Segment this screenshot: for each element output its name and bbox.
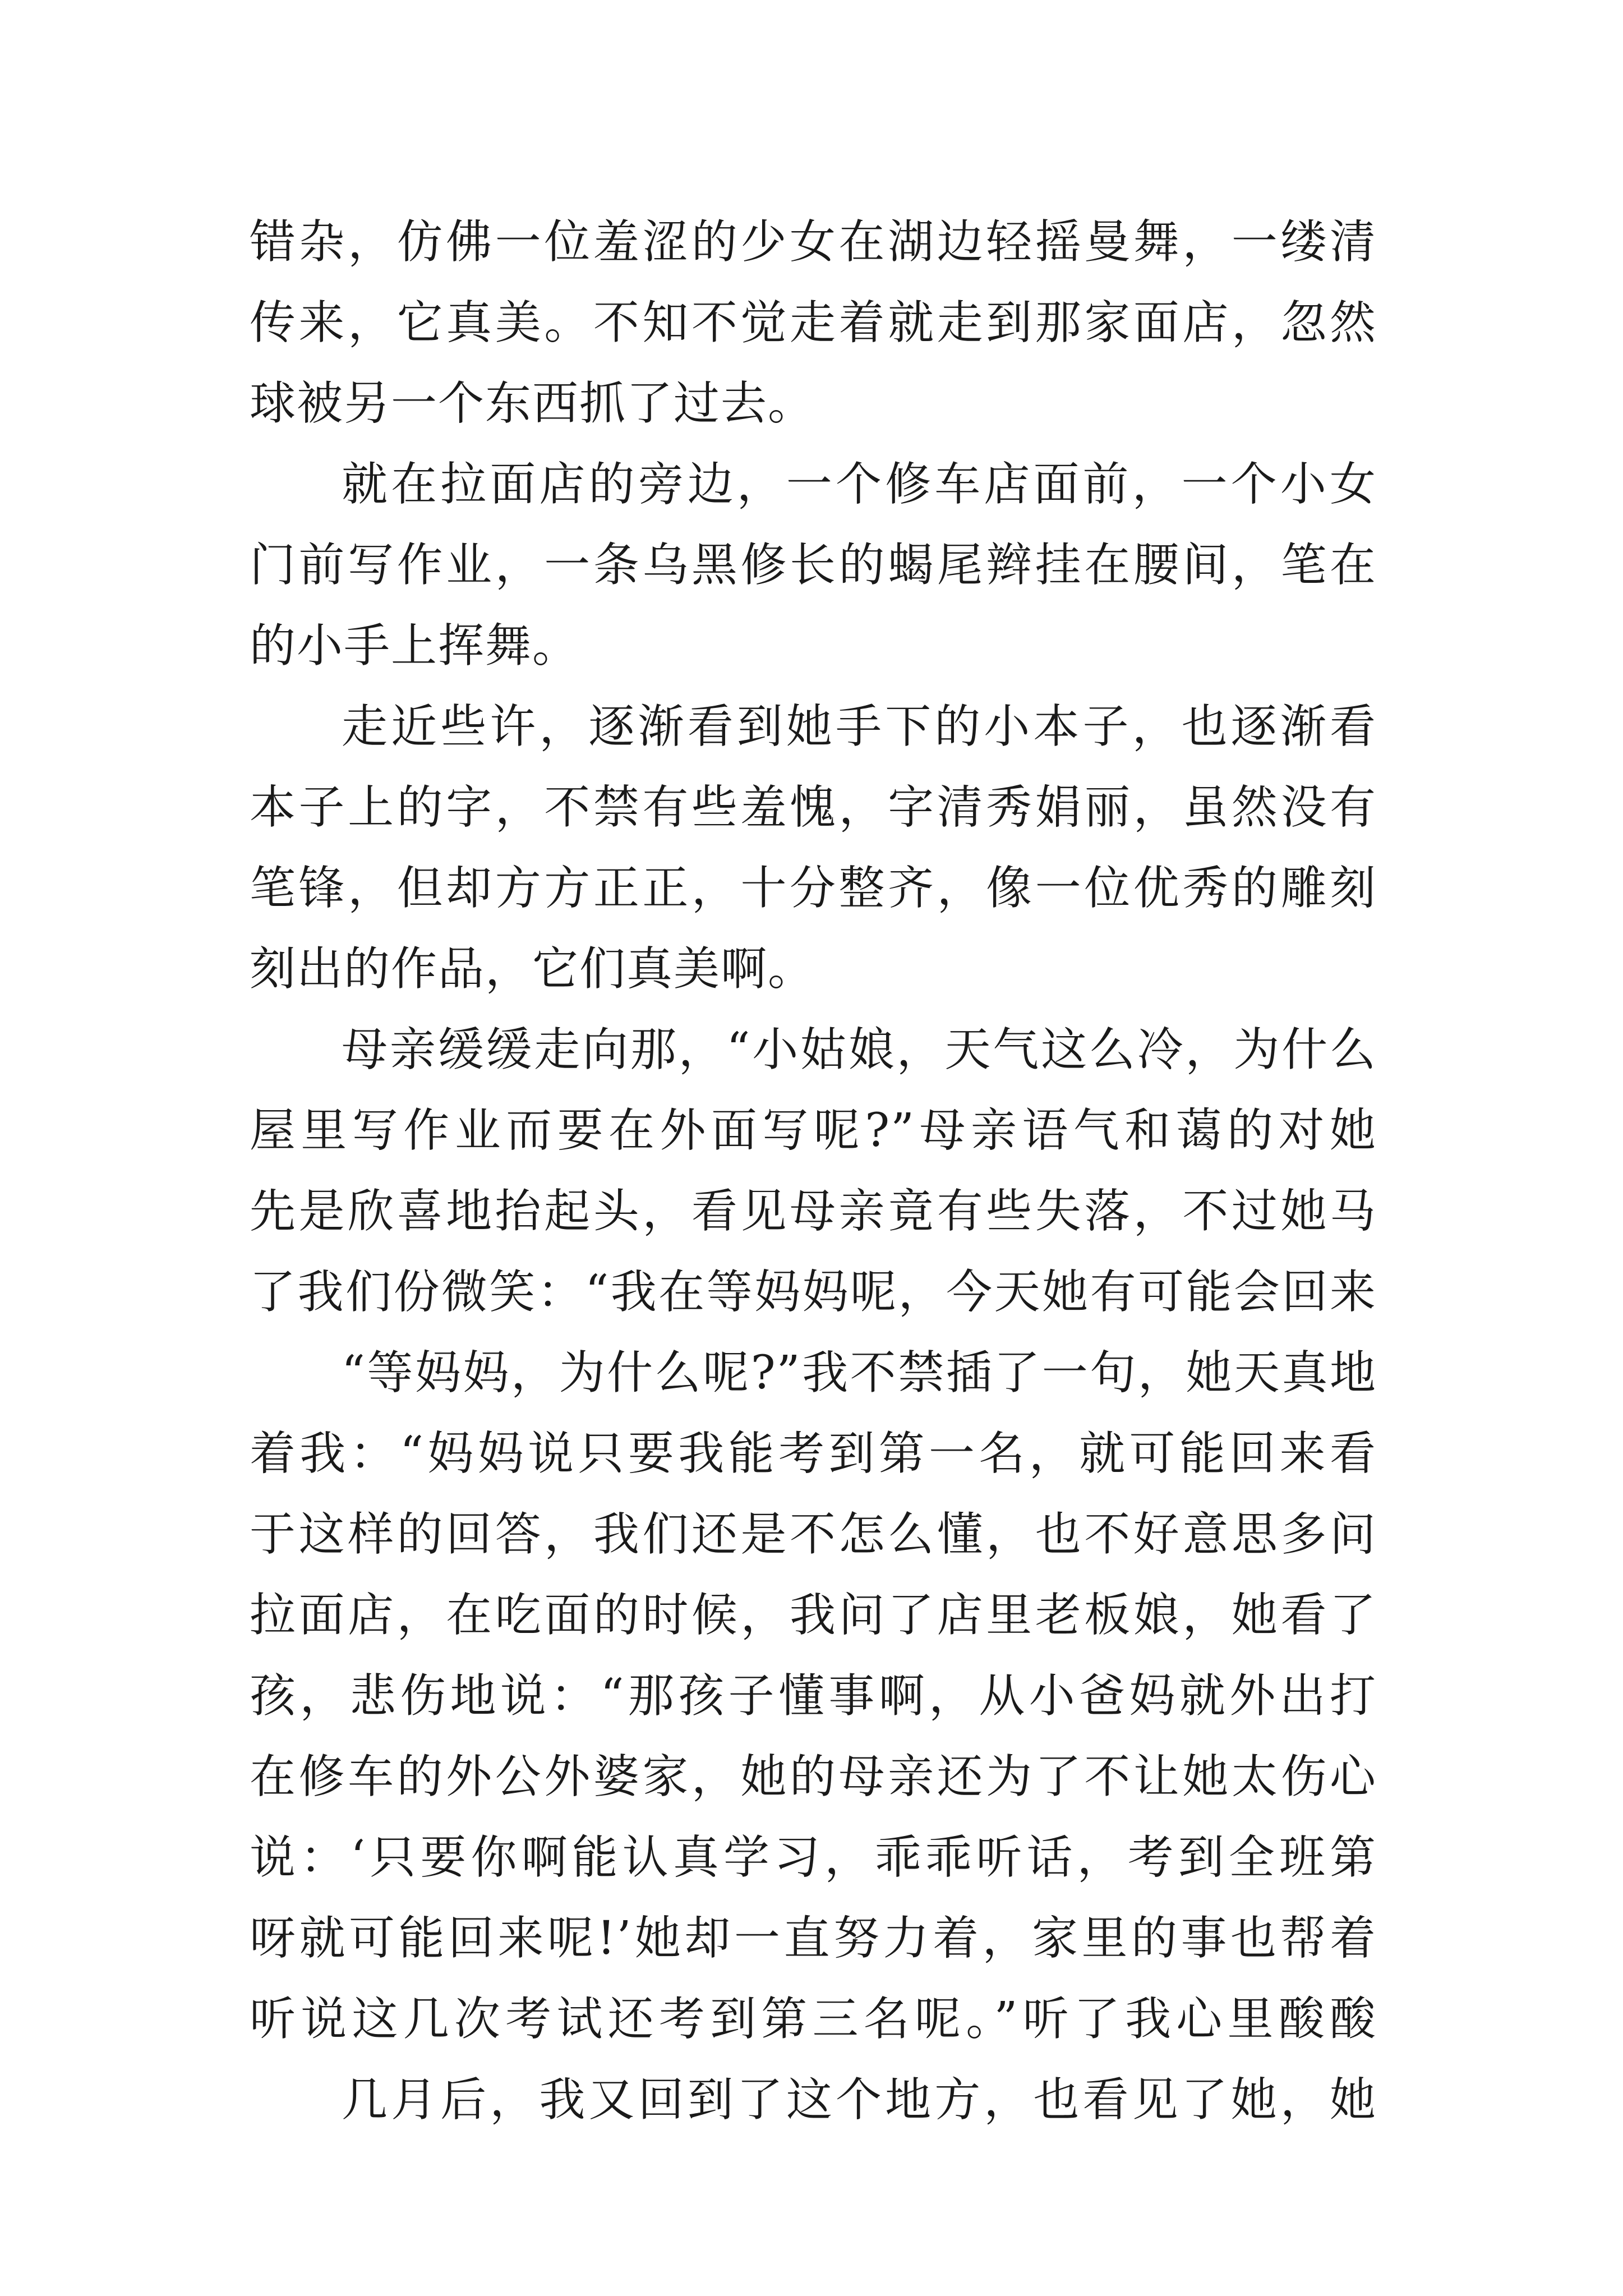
text-line: “等妈妈，为什么呢?”我不禁插了一句，她天真地 [342,1346,1377,1400]
text-line: 了我们份微笑：“我在等妈妈呢，今天她有可能会回来 [250,1266,1377,1319]
body-text [250,202,1377,2141]
text-line: 母亲缓缓走向那，“小姑娘，天气这么冷，为什么 [342,1023,1377,1076]
text-line: 门前写作业，一条乌黑修长的蝎尾辫挂在腰间，笔在 [250,539,1377,592]
text-line: 听说这几次考试还考到第三名呢。”听了我心里酸酸 [250,1993,1377,2046]
text-line: 在修车的外公外婆家，她的母亲还为了不让她太伤心 [250,1750,1377,1803]
text-line: 的小手上挥舞。 [250,619,580,673]
text-line: 着我：“妈妈说只要我能考到第一名，就可能回来看 [250,1427,1377,1480]
text-line: 错杂，仿佛一位羞涩的少女在湖边轻摇曼舞，一缕清 [250,215,1377,269]
text-line: 先是欣喜地抬起头，看见母亲竟有些失落，不过她马 [250,1185,1377,1238]
text-line: 拉面店，在吃面的时候，我问了店里老板娘，她看了 [250,1589,1377,1642]
text-line: 笔锋，但却方方正正，十分整齐，像一位优秀的雕刻 [250,862,1377,915]
text-line: 刻出的作品，它们真美啊。 [250,942,815,996]
text-line: 孩，悲伤地说：“那孩子懂事啊，从小爸妈就外出打 [250,1669,1377,1723]
text-line: 走近些许，逐渐看到她手下的小本子，也逐渐看 [342,700,1377,753]
text-line: 就在拉面店的旁边，一个修车店面前，一个小女 [342,458,1377,511]
text-line: 球被另一个东西抓了过去。 [250,377,815,430]
text-line: 本子上的字，不禁有些羞愧，字清秀娟丽，虽然没有 [250,781,1377,834]
text-line: 呀就可能回来呢!’她却一直努力着，家里的事也帮着 [250,1912,1377,1965]
text-line: 说：‘只要你啊能认真学习，乖乖听话，考到全班第 [250,1831,1377,1884]
text-line: 于这样的回答，我们还是不怎么懂，也不好意思多问 [250,1508,1377,1561]
text-line: 几月后，我又回到了这个地方，也看见了她，她 [342,2073,1377,2127]
text-line: 屋里写作业而要在外面写呢?”母亲语气和蔼的对她 [250,1104,1377,1157]
text-line: 传来，它真美。不知不觉走着就走到那家面店，忽然 [250,296,1377,349]
